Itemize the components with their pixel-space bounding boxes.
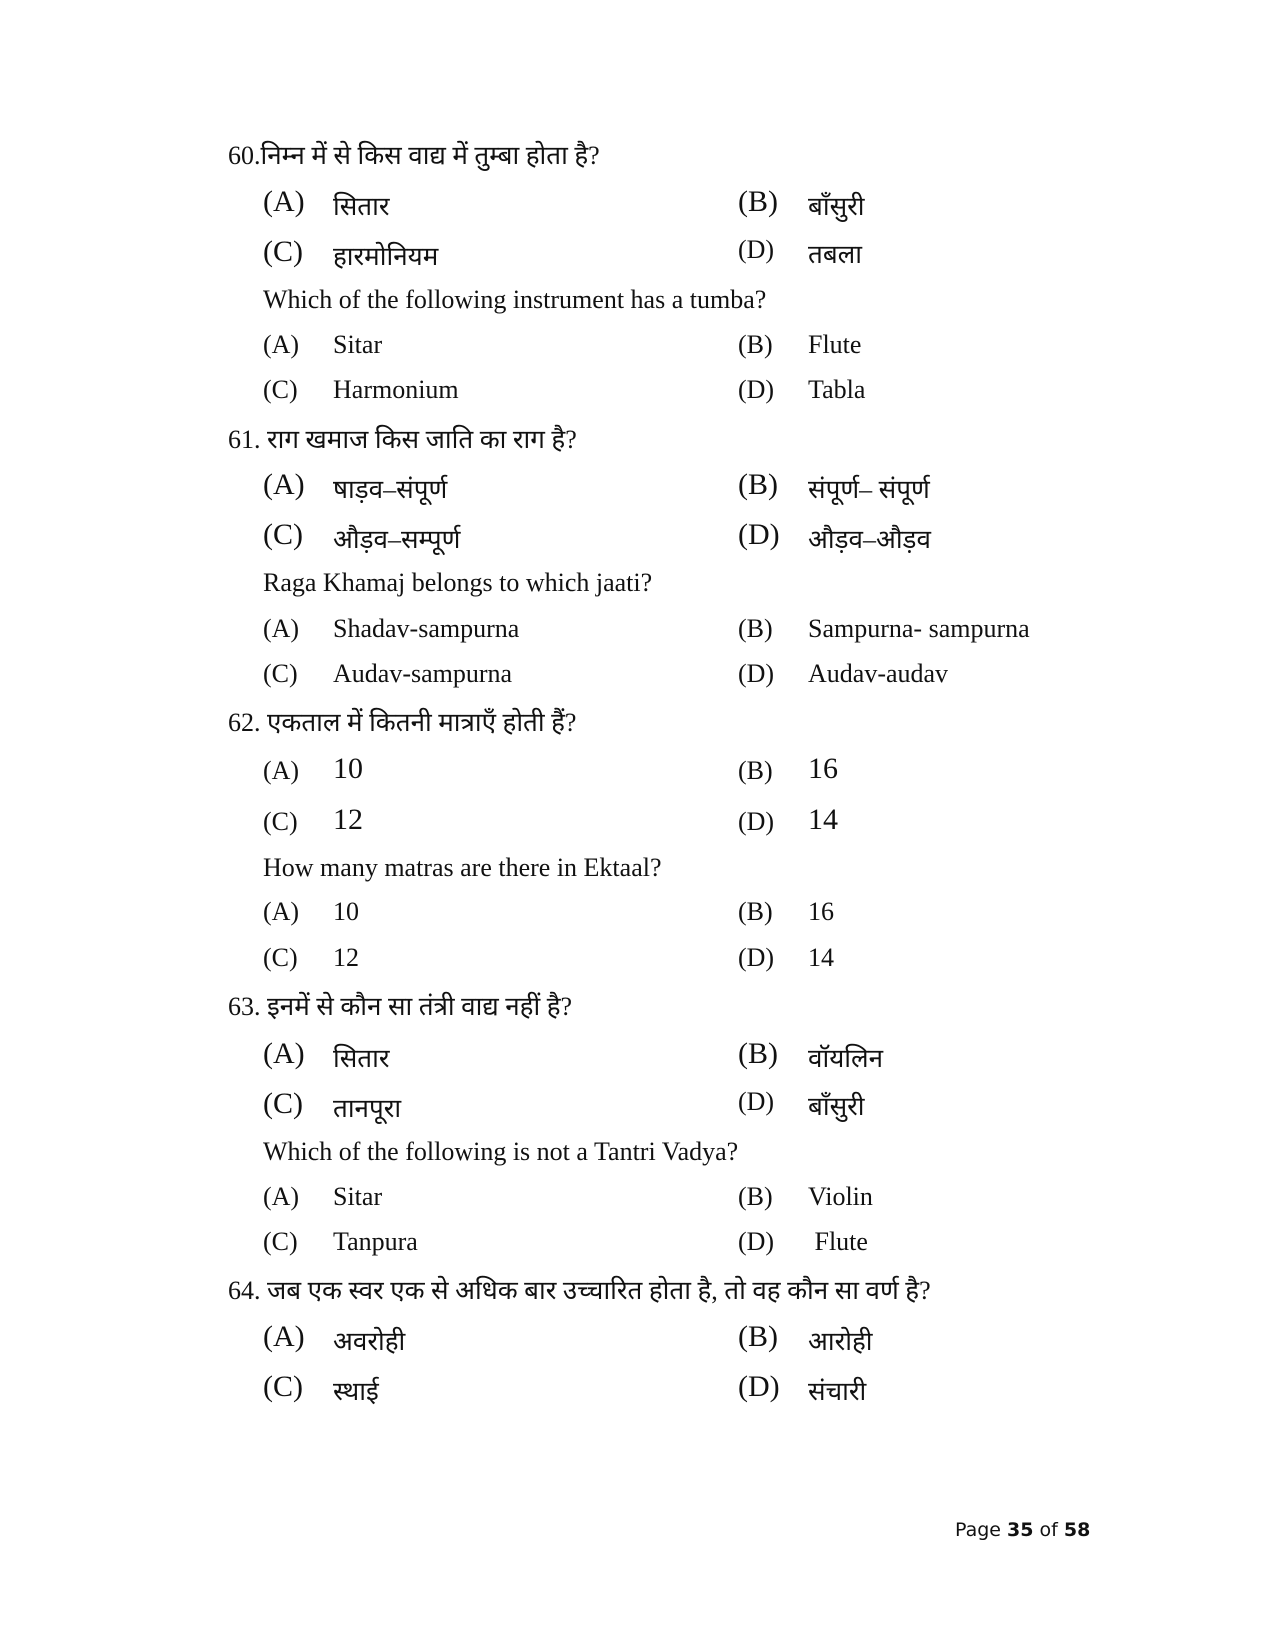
- question-60-english: Which of the following instrument has a tumba?: [263, 285, 767, 314]
- option-label: (B): [738, 185, 778, 218]
- option-text: संचारी: [808, 1377, 867, 1406]
- option-text: औड़व–औड़व: [808, 525, 931, 554]
- question-63-hindi: 63. इनमें से कौन सा तंत्री वाद्य नहीं है?: [228, 992, 573, 1021]
- option-label: (D): [738, 659, 775, 688]
- option-text: औड़व–सम्पूर्ण: [333, 525, 461, 554]
- option-label: (A): [263, 185, 305, 218]
- option-label: (A): [263, 1182, 300, 1211]
- option-label: (C): [263, 1227, 298, 1256]
- question-63-english: Which of the following is not a Tantri Vadya?: [263, 1137, 739, 1166]
- option-text: सितार: [333, 192, 390, 221]
- option-label: (B): [738, 756, 773, 785]
- option-label: (D): [738, 1370, 780, 1403]
- option-text: Sitar: [333, 1182, 383, 1211]
- option-text: Flute: [808, 330, 862, 359]
- page-number-footer: [955, 1519, 1090, 1541]
- option-text: 10: [333, 752, 363, 785]
- option-label: (D): [738, 1227, 775, 1256]
- option-label: (A): [263, 468, 305, 501]
- option-label: (B): [738, 330, 773, 359]
- option-label: (B): [738, 1037, 778, 1070]
- option-text: Harmonium: [333, 375, 459, 404]
- option-text: Sitar: [333, 330, 383, 359]
- option-text: अवरोही: [333, 1327, 406, 1356]
- question-61-hindi: 61. राग खमाज किस जाति का राग है?: [228, 425, 577, 454]
- option-label: (B): [738, 1182, 773, 1211]
- option-label: (D): [738, 518, 780, 551]
- footer-total-pages: 58: [1063, 1519, 1091, 1541]
- question-64-hindi: 64. जब एक स्वर एक से अधिक बार उच्चारित होता है, तो वह कौन सा वर्ण है?: [228, 1276, 931, 1305]
- option-text: संपूर्ण– संपूर्ण: [808, 475, 930, 504]
- option-text: बाँसुरी: [808, 1092, 865, 1121]
- question-60-hindi: 60.निम्न में से किस वाद्य में तुम्बा होता है?: [228, 141, 600, 170]
- option-text: 12: [333, 943, 359, 972]
- option-label: (A): [263, 756, 300, 785]
- question-62-english: How many matras are there in Ektaal?: [263, 853, 662, 882]
- option-label: (C): [263, 235, 303, 268]
- option-text: आरोही: [808, 1327, 873, 1356]
- option-label: (B): [738, 897, 773, 926]
- option-label: (A): [263, 330, 300, 359]
- option-text: Audav-sampurna: [333, 659, 513, 688]
- option-label: (A): [263, 614, 300, 643]
- option-text: 16: [808, 897, 834, 926]
- option-label: (C): [263, 518, 303, 551]
- option-text: Tanpura: [333, 1227, 418, 1256]
- option-label: (C): [263, 375, 298, 404]
- option-text: Violin: [808, 1182, 873, 1211]
- option-text: 10: [333, 897, 359, 926]
- option-label: (A): [263, 1037, 305, 1070]
- option-text: 14: [808, 943, 834, 972]
- question-61-english: Raga Khamaj belongs to which jaati?: [263, 568, 653, 597]
- option-label: (C): [263, 1370, 303, 1403]
- option-text: 14: [808, 803, 838, 836]
- option-label: (D): [738, 375, 775, 404]
- option-text: षाड़व–संपूर्ण: [333, 475, 448, 504]
- option-label: (C): [263, 943, 298, 972]
- option-text: Shadav-sampurna: [333, 614, 520, 643]
- option-text: हारमोनियम: [333, 242, 439, 271]
- option-label: (D): [738, 943, 775, 972]
- option-text: स्थाई: [333, 1377, 379, 1406]
- option-text: Tabla: [808, 375, 866, 404]
- option-label: (C): [263, 807, 298, 836]
- footer-prefix: Page: [955, 1519, 1008, 1541]
- option-label: (C): [263, 659, 298, 688]
- option-label: (D): [738, 1087, 775, 1116]
- question-62-hindi: 62. एकताल में कितनी मात्राएँ होती हैं?: [228, 708, 577, 737]
- option-text: सितार: [333, 1044, 390, 1073]
- option-label: (D): [738, 235, 775, 264]
- option-text: 12: [333, 803, 363, 836]
- option-label: (C): [263, 1087, 303, 1120]
- option-label: (A): [263, 1320, 305, 1353]
- option-text: तानपूरा: [333, 1094, 402, 1123]
- option-text: 16: [808, 752, 838, 785]
- option-label: (A): [263, 897, 300, 926]
- option-text: बाँसुरी: [808, 192, 865, 221]
- option-text: Flute: [808, 1227, 868, 1256]
- option-text: तबला: [808, 240, 863, 269]
- option-text: Audav-audav: [808, 659, 949, 688]
- option-text: वॉयलिन: [808, 1044, 884, 1073]
- footer-middle: of: [1033, 1519, 1064, 1541]
- option-label: (D): [738, 807, 775, 836]
- option-label: (B): [738, 1320, 778, 1353]
- option-label: (B): [738, 614, 773, 643]
- option-label: (B): [738, 468, 778, 501]
- footer-current-page: 35: [1007, 1519, 1034, 1541]
- option-text: Sampurna- sampurna: [808, 614, 1030, 643]
